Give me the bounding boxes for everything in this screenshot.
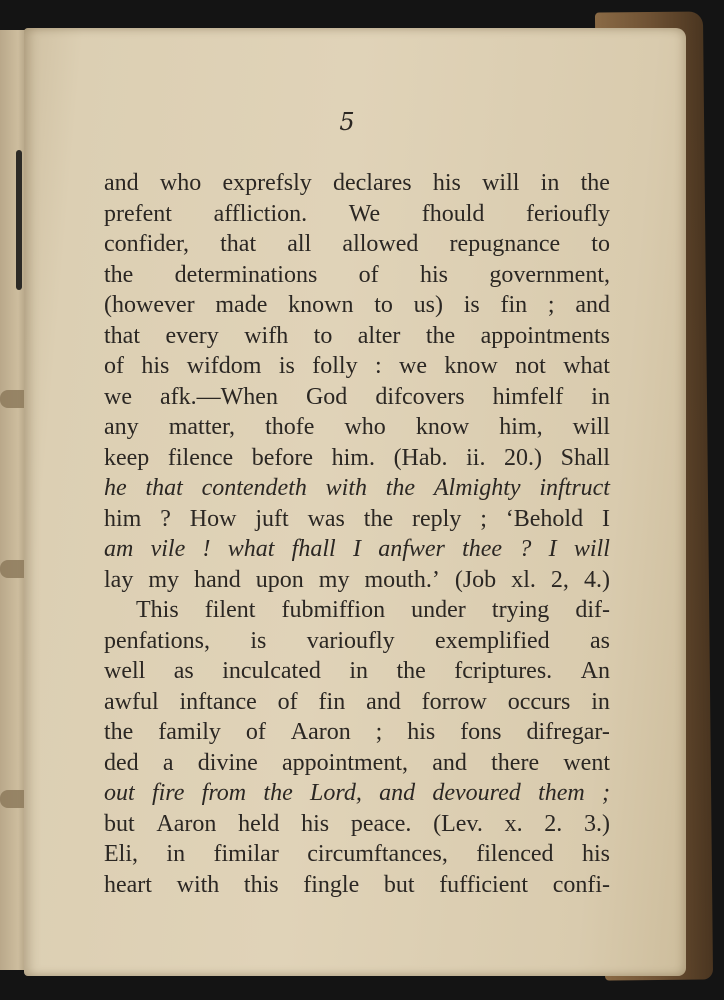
word: him. [331, 444, 375, 471]
text-line [104, 351, 610, 382]
word: the [363, 505, 394, 532]
word: ? [160, 505, 171, 532]
word: fhall [291, 536, 336, 562]
word: in [591, 688, 610, 715]
word: This [136, 597, 179, 623]
word: fubmiffion [281, 597, 386, 623]
text-line [104, 260, 610, 291]
word: confi- [552, 871, 610, 898]
word: him [104, 505, 142, 532]
word: exprefsly [222, 170, 312, 196]
word: ferioufly [526, 200, 610, 227]
word: before [251, 444, 314, 471]
word: Lord, [310, 780, 362, 806]
word: as [173, 658, 194, 684]
word: us) [413, 292, 443, 318]
word: Almighty [433, 475, 521, 501]
word: matter, [168, 414, 236, 440]
word: in [349, 658, 368, 684]
word: mouth.’ [364, 566, 440, 593]
text-line [104, 839, 610, 870]
word: of [245, 719, 266, 745]
word: with [325, 475, 367, 501]
word: ? [519, 536, 532, 562]
word: repugnance [449, 231, 561, 257]
word: not [515, 353, 546, 379]
word: is [250, 627, 267, 654]
word: Aaron [290, 719, 351, 745]
text-line [104, 565, 610, 596]
word: heart [104, 871, 152, 898]
word: the [425, 322, 456, 349]
word: dif- [575, 597, 610, 623]
word: fire [151, 780, 185, 806]
word: trying [491, 597, 550, 623]
word: inftruct [539, 475, 610, 501]
word: We [348, 200, 381, 227]
word: contendeth [201, 475, 307, 501]
word: anfwer [378, 536, 445, 562]
word: the [104, 719, 134, 745]
word: fin [500, 292, 528, 318]
word: fcriptures. [454, 658, 553, 684]
word: wifh [244, 322, 289, 349]
word: with [176, 871, 220, 898]
word: prefent [104, 200, 172, 227]
word: (Job [454, 566, 497, 593]
word: juft [255, 505, 289, 532]
word: filenced [476, 841, 554, 867]
word: well [104, 658, 146, 684]
text-line [104, 321, 610, 352]
word: I [352, 536, 361, 562]
word: varioufly [306, 627, 395, 654]
word: ! [202, 536, 211, 562]
word: declares [333, 170, 412, 196]
text-line [104, 717, 610, 748]
word: and [104, 170, 139, 196]
word: determinations [174, 261, 318, 288]
word: affliction. [213, 200, 308, 227]
word: thofe [265, 414, 315, 440]
word: of [104, 353, 124, 379]
text-line [104, 809, 610, 840]
word: and [432, 749, 467, 776]
word: as [589, 627, 610, 654]
word: inculcated [222, 658, 321, 684]
word: An [580, 658, 610, 684]
word: his [301, 810, 330, 837]
word: ‘Behold [505, 505, 584, 532]
word: confider, [104, 231, 189, 257]
word: appointment, [282, 749, 408, 776]
word: a [162, 749, 174, 776]
word: : [374, 353, 382, 379]
word: vile [150, 536, 186, 562]
word: appointments [480, 322, 610, 349]
word: afk.—When [160, 383, 278, 410]
word: we [399, 353, 428, 379]
word: inftance [179, 688, 257, 715]
word: but [383, 871, 415, 898]
word: circumftances, [307, 841, 448, 867]
word: the [396, 658, 426, 684]
text-line [104, 382, 610, 413]
word: his [141, 353, 170, 379]
word: God [305, 383, 348, 410]
word: is [278, 353, 295, 379]
word: fhould [421, 200, 485, 227]
word: devoured [432, 780, 521, 806]
word: them [538, 780, 585, 806]
word: alter [357, 322, 401, 349]
word: How [189, 505, 237, 532]
text-line [104, 870, 610, 901]
word: himfelf [492, 383, 564, 410]
text-line [104, 229, 610, 260]
word: the [104, 261, 134, 288]
word: difregar- [526, 719, 610, 745]
word: to [313, 322, 333, 349]
word: out [104, 780, 135, 806]
word: is [463, 292, 480, 318]
word: the [385, 475, 416, 501]
text-line [104, 443, 610, 474]
word: and [366, 688, 401, 715]
word: there [491, 749, 540, 776]
word: made [215, 292, 268, 318]
word: fimilar [213, 841, 279, 867]
word: I [601, 505, 610, 532]
word: and [379, 780, 416, 806]
text-line [104, 687, 610, 718]
word: Aaron [156, 810, 217, 837]
word: what [227, 536, 275, 562]
word: this [243, 871, 279, 898]
word: that [220, 231, 257, 257]
word: difcovers [375, 383, 465, 410]
word: in [591, 383, 610, 410]
word: the [263, 780, 293, 806]
word: and [575, 292, 610, 318]
word: all [287, 231, 312, 257]
word: hand [194, 566, 241, 593]
word: xl. [511, 566, 536, 593]
text-line [104, 168, 610, 199]
word: of [277, 688, 298, 715]
word: ; [547, 292, 555, 318]
word: his [407, 719, 436, 745]
text-line [104, 778, 610, 809]
word: went [563, 749, 610, 776]
word: 4.) [583, 566, 610, 593]
word: ; [602, 780, 610, 806]
word: any [104, 414, 139, 440]
word: his [420, 261, 449, 288]
word: (Lev. [433, 810, 483, 837]
word: 2. [544, 810, 563, 837]
word: divine [197, 749, 258, 776]
word: thee [462, 536, 503, 562]
word: filence [167, 444, 234, 471]
word: government, [489, 261, 610, 288]
word: 20.) [504, 444, 543, 471]
word: know [415, 414, 470, 440]
text-line [104, 504, 610, 535]
word: known [288, 292, 354, 318]
word: reply [412, 505, 462, 532]
word: will [572, 414, 610, 440]
word: fufficient [439, 871, 529, 898]
word: ded [104, 749, 139, 776]
word: from [201, 780, 247, 806]
word: Eli, [104, 841, 138, 867]
word: what [563, 353, 610, 379]
word: will [482, 170, 520, 196]
word: him, [499, 414, 543, 440]
word: 3.) [583, 810, 610, 837]
word: his [432, 170, 461, 196]
text-line [104, 290, 610, 321]
text-line [104, 595, 610, 626]
word: forrow [421, 688, 487, 715]
word: my [318, 566, 350, 593]
word: to [591, 231, 610, 257]
word: peace. [350, 810, 412, 837]
word: fons [460, 719, 502, 745]
book-page [24, 28, 686, 976]
word: that [104, 322, 140, 349]
word: ii. [466, 444, 486, 471]
word: fin [318, 688, 346, 715]
word: to [374, 292, 393, 318]
word: filent [204, 597, 256, 623]
word: (however [104, 292, 195, 318]
text-line [104, 412, 610, 443]
word: (Hab. [393, 444, 448, 471]
word: awful [104, 688, 159, 715]
word: under [411, 597, 466, 623]
word: x. [504, 810, 523, 837]
word: in [540, 170, 560, 196]
word: I [548, 536, 557, 562]
word: Shall [560, 444, 610, 471]
word: who [159, 170, 202, 196]
page-number: 5 [339, 108, 355, 136]
word: held [238, 810, 280, 837]
text-line [104, 626, 610, 657]
word: of [358, 261, 379, 288]
word: fingle [303, 871, 360, 898]
word: penfations, [104, 627, 210, 654]
word: upon [255, 566, 304, 593]
word: but [104, 810, 135, 837]
text-line [104, 748, 610, 779]
word: he [104, 475, 127, 501]
word: folly [312, 353, 358, 379]
word: the [580, 170, 610, 196]
word: who [344, 414, 386, 440]
word: exemplified [435, 627, 550, 654]
text-line [104, 473, 610, 504]
word: wifdom [186, 353, 262, 379]
word: family [158, 719, 221, 745]
binding-mark [16, 150, 22, 290]
body-text [104, 168, 610, 900]
text-line [104, 534, 610, 565]
word: keep [104, 444, 150, 471]
word: in [166, 841, 186, 867]
word: that [145, 475, 183, 501]
word: was [307, 505, 345, 532]
word: ; [480, 505, 487, 532]
text-line [104, 199, 610, 230]
word: ; [375, 719, 383, 745]
word: allowed [342, 231, 419, 257]
word: lay [104, 566, 134, 593]
word: know [444, 353, 498, 379]
word: am [104, 536, 134, 562]
word: will [573, 536, 610, 562]
word: occurs [507, 688, 571, 715]
word: every [165, 322, 219, 349]
word: his [581, 841, 610, 867]
word: we [104, 383, 132, 410]
word: 2, [550, 566, 569, 593]
text-line [104, 656, 610, 687]
word: my [148, 566, 180, 593]
